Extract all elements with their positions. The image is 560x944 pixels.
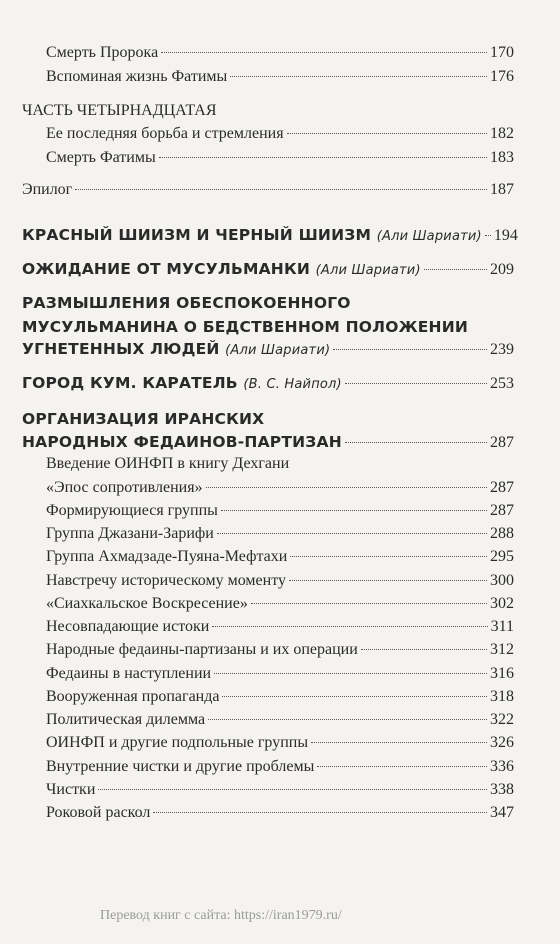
dot-leader: [311, 742, 487, 743]
toc-entry-title: Вспоминая жизнь Фатимы: [46, 68, 228, 85]
dot-leader: [230, 76, 487, 77]
dot-leader: [361, 649, 487, 650]
toc-entry-title: УГНЕТЕННЫХ ЛЮДЕЙ (Али Шариати): [22, 340, 331, 358]
toc-page-number: 311: [490, 618, 514, 635]
toc-page-number: 183: [490, 149, 514, 166]
toc-entry: [22, 431, 514, 453]
toc-entry-title: Смерть Пророка: [46, 44, 159, 61]
toc-page-number: 316: [490, 665, 514, 682]
toc-entry: [46, 757, 514, 777]
dot-leader: [153, 812, 487, 813]
toc-entry: [46, 547, 514, 567]
toc-entry-title: «Эпос сопротивления»: [46, 479, 203, 496]
toc-entry-author: (Али Шариати): [376, 229, 482, 244]
dot-leader: [214, 673, 487, 674]
toc-entry-title: Внутренние чистки и другие проблемы: [46, 758, 315, 775]
part-heading: ЧАСТЬ ЧЕТЫРНАДЦАТАЯ: [22, 102, 217, 119]
toc-entry: [46, 664, 514, 684]
toc-page-number: 338: [490, 781, 514, 798]
dot-leader: [222, 696, 487, 697]
toc-entry: [22, 258, 514, 282]
toc-entry-title: Вооруженная пропаганда: [46, 688, 220, 705]
toc-page-number: 295: [490, 548, 514, 565]
toc-page-number: 326: [490, 734, 514, 751]
toc-entry-title: ГОРОД КУМ. КАРАТЕЛЬ (В. С. Найпол): [22, 374, 342, 392]
toc-entry: [46, 43, 514, 63]
dot-leader: [287, 133, 487, 134]
toc-entry: [46, 617, 514, 637]
toc-entry-title-line: МУСУЛЬМАНИНА О БЕДСТВЕННОМ ПОЛОЖЕНИИ: [22, 318, 469, 336]
toc-entry: [46, 67, 514, 87]
toc-entry-title: Навстречу историческому моменту: [46, 572, 286, 589]
toc-entry-title-line: Введение ОИНФП в книгу Дехгани: [46, 455, 290, 472]
toc-entry: [22, 372, 514, 396]
toc-page-number: 209: [490, 261, 514, 278]
toc-entry-author: (Али Шариати): [225, 343, 331, 358]
dot-leader: [317, 766, 487, 767]
dot-leader: [424, 269, 487, 270]
dot-leader: [345, 383, 487, 384]
toc-entry-title: НАРОДНЫХ ФЕДАИНОВ-ПАРТИЗАН: [22, 433, 342, 451]
toc-entry-title: Политическая дилемма: [46, 711, 206, 728]
dot-leader: [345, 442, 487, 443]
toc-page-number: 287: [490, 502, 514, 519]
dot-leader: [98, 789, 487, 790]
toc-page-number: 194: [493, 227, 518, 244]
toc-entry-author: (Али Шариати): [315, 263, 421, 278]
dot-leader: [289, 580, 487, 581]
toc-page-number: 288: [490, 525, 514, 542]
toc-page-number: 287: [490, 434, 514, 451]
dot-leader: [485, 235, 491, 236]
toc-entry: [22, 180, 514, 200]
toc-page-number: 187: [490, 181, 514, 198]
toc-entry: [46, 687, 514, 707]
toc-entry-title: Формирующиеся группы: [46, 502, 218, 519]
toc-entry-title: «Сиахкальское Воскресение»: [46, 595, 248, 612]
toc-entry-title: Смерть Фатимы: [46, 149, 156, 166]
toc-entry-title: Народные федаины-партизаны и их операции: [46, 641, 358, 658]
toc-entry: [46, 478, 514, 498]
dot-leader: [75, 189, 487, 190]
toc-entry: [46, 733, 514, 753]
toc-entry: [46, 780, 514, 800]
dot-leader: [333, 349, 487, 350]
toc-page-number: 336: [490, 758, 514, 775]
toc-page-number: 347: [490, 804, 514, 821]
toc-page-number: 322: [490, 711, 514, 728]
toc-page-number: 300: [490, 572, 514, 589]
toc-page-number: 253: [490, 375, 514, 392]
bleed-through-footnote: Перевод книг с сайта: https://iran1979.ru/: [100, 908, 342, 923]
toc-page-number: 302: [490, 595, 514, 612]
dot-leader: [212, 626, 487, 627]
toc-page-number: 170: [490, 44, 514, 61]
dot-leader: [208, 719, 487, 720]
dot-leader: [161, 52, 487, 53]
toc-entry-title-line: ОРГАНИЗАЦИЯ ИРАНСКИХ: [22, 410, 265, 428]
dot-leader: [290, 556, 487, 557]
toc-entry: [46, 640, 514, 660]
toc-entry-title: ОИНФП и другие подпольные группы: [46, 734, 309, 751]
toc-entry: [22, 224, 518, 248]
dot-leader: [251, 603, 487, 604]
dot-leader: [221, 510, 487, 511]
dot-leader: [217, 533, 487, 534]
toc-entry-title: Роковой раскол: [46, 804, 151, 821]
toc-entry-title-line: РАЗМЫШЛЕНИЯ ОБЕСПОКОЕННОГО: [22, 294, 351, 312]
toc-entry: [46, 710, 514, 730]
toc-entry: [46, 524, 514, 544]
toc-entry: [46, 501, 514, 521]
toc-entry-title: Чистки: [46, 781, 96, 798]
toc-entry-title: КРАСНЫЙ ШИИЗМ И ЧЕРНЫЙ ШИИЗМ (Али Шариати): [22, 226, 482, 244]
toc-entry-title: Несовпадающие истоки: [46, 618, 210, 635]
toc-entry: [22, 338, 514, 362]
toc-entry-title: Федаины в наступлении: [46, 665, 212, 682]
toc-page-number: 312: [490, 641, 514, 658]
toc-entry: [46, 148, 514, 168]
toc-entry-author: (В. С. Найпол): [243, 377, 342, 392]
toc-entry-title: ОЖИДАНИЕ ОТ МУСУЛЬМАНКИ (Али Шариати): [22, 260, 421, 278]
toc-page-number: 318: [490, 688, 514, 705]
toc-page-number: 176: [490, 68, 514, 85]
toc-entry-title: Эпилог: [22, 181, 73, 198]
toc-entry: [46, 124, 514, 144]
toc-entry: [46, 803, 514, 823]
dot-leader: [159, 157, 487, 158]
toc-page-number: 287: [490, 479, 514, 496]
toc-entry-title: Группа Джазани-Зарифи: [46, 525, 214, 542]
toc-entry: [46, 571, 514, 591]
toc-page-number: 182: [490, 125, 514, 142]
toc-entry-title: Ее последняя борьба и стремления: [46, 125, 284, 142]
toc-page-number: 239: [490, 341, 514, 358]
dot-leader: [206, 487, 487, 488]
toc-entry: [46, 594, 514, 614]
toc-entry-title: Группа Ахмадзаде-Пуяна-Мефтахи: [46, 548, 288, 565]
